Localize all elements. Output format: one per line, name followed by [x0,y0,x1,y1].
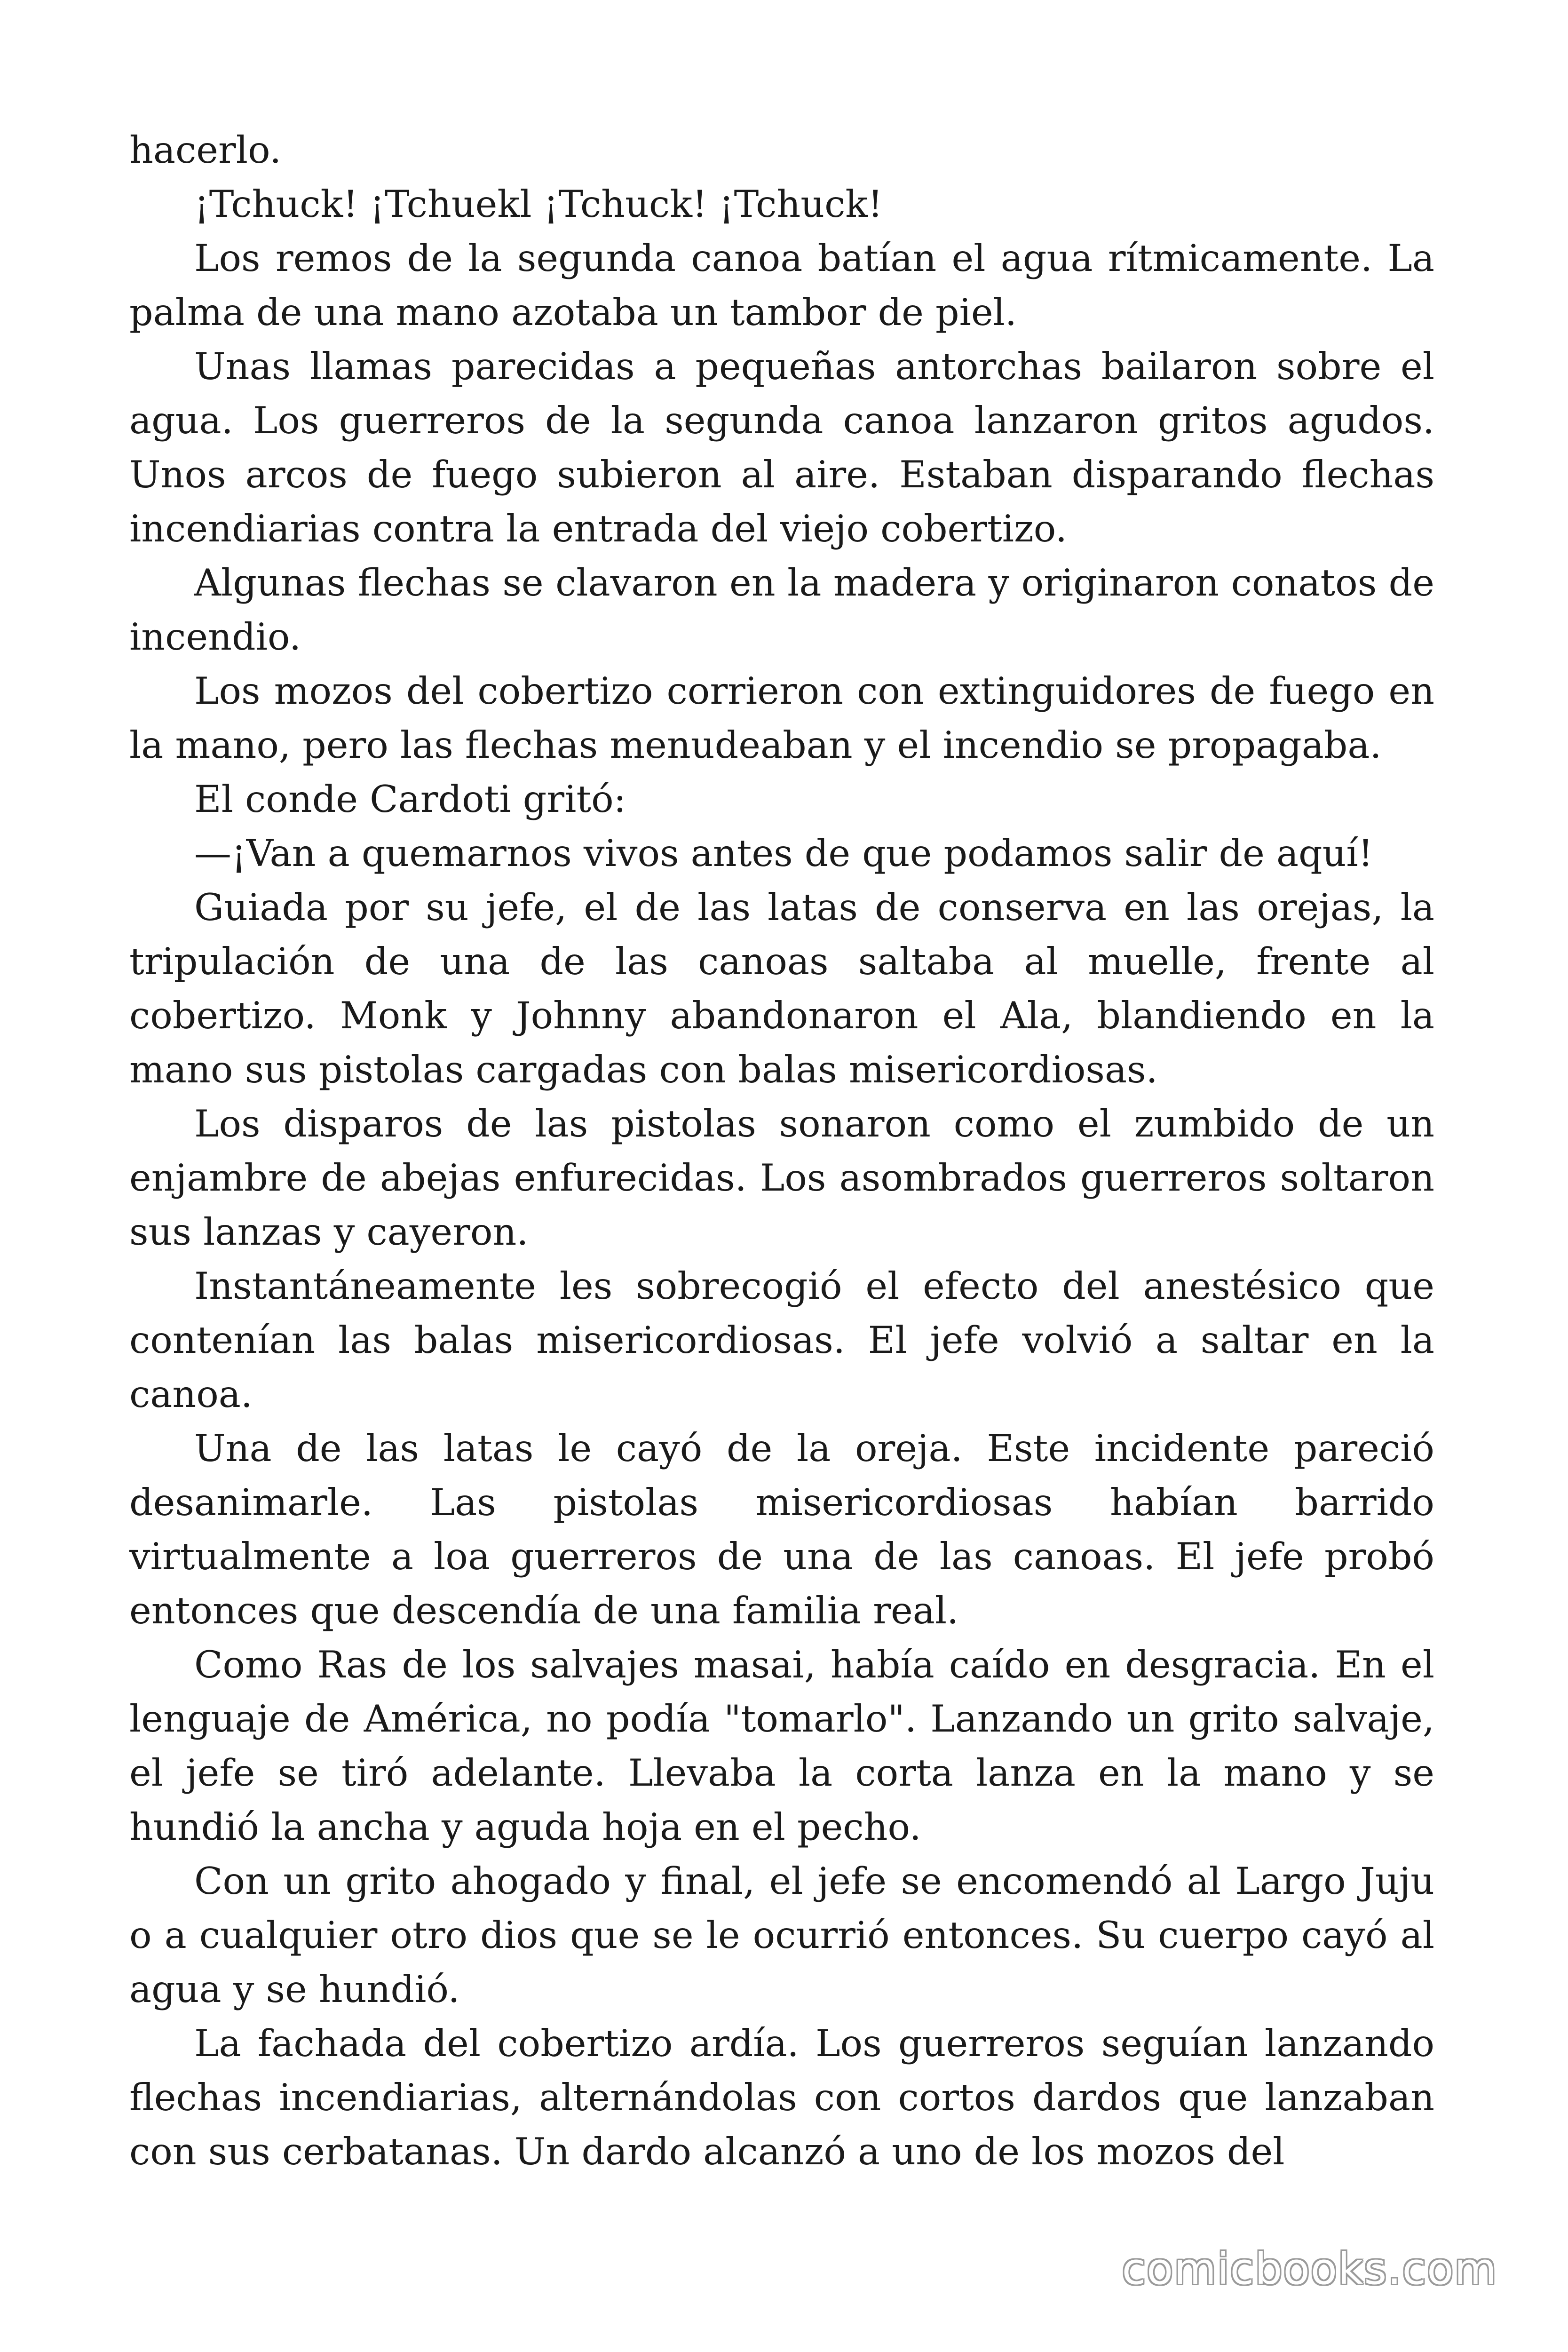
paragraph: Algunas flechas se clavaron en la madera y originaron conatos de incendio. [129,561,1434,659]
paragraph: Unas llamas parecidas a pequeñas antorchas bailaron sobre el agua. Los guerreros de la segunda canoa lanzaron gritos agudos. Unos arcos de fuego subieron al aire. Estaban disparando flechas incendiarias contra la entrada del viejo cobertizo. [129,345,1434,550]
paragraph: La fachada del cobertizo ardía. Los guerreros seguían lanzando flechas incendiarias, alternándolas con cortos dardos que lanzaban con sus cerbatanas. Un dardo alcanzó a uno de los mozos del [129,2022,1434,2173]
paragraph: Los disparos de las pistolas sonaron como el zumbido de un enjambre de abejas enfurecidas. Los asombrados guerreros soltaron sus lanzas y cayeron. [129,1102,1434,1254]
paragraph: Los remos de la segunda canoa batían el agua rítmicamente. La palma de una mano azotaba un tambor de piel. [129,237,1434,334]
paragraph: Guiada por su jefe, el de las latas de conserva en las orejas, la tripulación de una de las canoas saltaba al muelle, frente al cobertizo. Monk y Johnny abandonaron el Ala, blandiendo en la mano sus pistolas cargadas con balas misericordiosas. [129,886,1434,1091]
paragraph: Una de las latas le cayó de la oreja. Este incidente pareció desanimarle. Las pistolas misericordiosas habían barrido virtualmente a loa guerreros de una de las canoas. El jefe probó entonces que descendía de una familia real. [129,1427,1434,1632]
paragraph: hacerlo. [129,128,282,172]
paragraph: —¡Van a quemarnos vivos antes de que podamos salir de aquí! [194,832,1373,875]
paragraph: ¡Tchuck! ¡Tchuekl ¡Tchuck! ¡Tchuck! [194,183,883,226]
paragraph: Con un grito ahogado y final, el jefe se encomendó al Largo Juju o a cualquier otro dios que se le ocurrió entonces. Su cuerpo cayó al agua y se hundió. [129,1859,1434,2011]
paragraph: Como Ras de los salvajes masai, había caído en desgracia. En el lenguaje de América, no podía "tomarlo". Lanzando un grito salvaje, el jefe se tiró adelante. Llevaba la corta lanza en la mano y se hundió la ancha y aguda hoja en el pecho. [129,1643,1434,1849]
paragraph: Instantáneamente les sobrecogió el efecto del anestésico que contenían las balas misericordiosas. El jefe volvió a saltar en la canoa. [129,1264,1434,1416]
watermark-logo: comicbooks.com [1122,2244,1497,2294]
paragraph: Los mozos del cobertizo corrieron con extinguidores de fuego en la mano, pero las flechas menudeaban y el incendio se propagaba. [129,669,1434,767]
paragraph: El conde Cardoti gritó: [194,778,626,821]
book-page-text [129,123,1434,2179]
